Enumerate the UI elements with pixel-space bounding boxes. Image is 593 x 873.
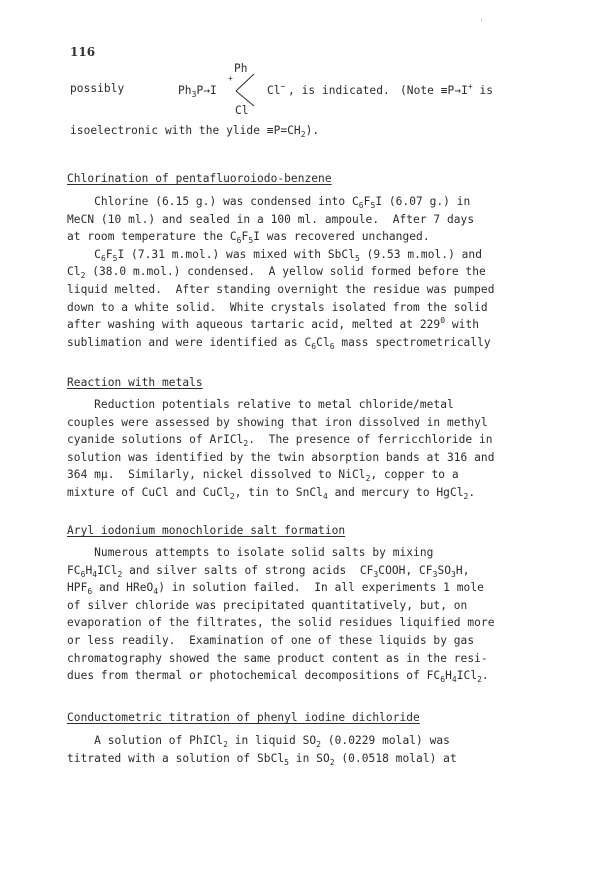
paragraph-line: mixture of CuCl and CuCl$_2$, tin to SnCl$_4$ and mercury to HgCl$_2$. xyxy=(67,486,476,501)
paragraph-line: or less readily. Examination of one of these liquids by gas xyxy=(67,634,475,647)
note-text: (Note ≡P→I+ is xyxy=(400,82,494,97)
paragraph-line: Chlorine (6.15 g.) was condensed into $C_6F_5I$ (6.07 g.) in xyxy=(67,195,471,210)
paragraph-line: down to a white solid. White crystals isolated from the solid xyxy=(67,300,488,314)
paragraph-line: evaporation of the filtrates, the solid residues liquified more xyxy=(67,616,495,630)
paragraph-line: cyanide solutions of ArICl$_2$. The presence of ferricchloride in xyxy=(67,433,493,449)
paragraph-line: of silver chloride was precipitated quantitatively, but, on xyxy=(67,598,468,612)
is-indicated-text: , is indicated. xyxy=(288,84,390,97)
paragraph-line: $HPF_6$ and HReO$_4$) in solution failed. In all experiments 1 mole xyxy=(67,581,484,597)
paragraph-line: chromatography showed the same product content as in the resi- xyxy=(67,651,488,665)
structure-bottom-group: Cl xyxy=(235,104,249,117)
paragraph-line: MeCN (10 ml.) and sealed in a 100 ml. ampoule. After 7 days xyxy=(67,212,475,226)
intro-line-2: isoelectronic with the ylide $\equiv P=CH_2$). xyxy=(70,124,320,139)
paragraph-line: $C_6F_5I$ (7.31 m.mol.) was mixed with SbCl$_5$ (9.53 m.mol.) and xyxy=(67,247,482,263)
structure-top-group: Ph xyxy=(234,62,248,75)
paragraph-line: 364 mμ. Similarly, nickel dissolved to NiCl$_2$, copper to a xyxy=(67,468,459,484)
section-heading: Reaction with metals xyxy=(67,376,203,389)
paragraph-line: $FC_6H_4ICl_2$ and silver salts of strong acids $CF_3COOH$, $CF_3SO_3H$, xyxy=(67,563,470,579)
page-number: 116 xyxy=(70,45,96,59)
paragraph-line: $Cl_2$ (38.0 m.mol.) condensed. A yellow solid formed before the xyxy=(67,265,486,281)
possibly-label: possibly xyxy=(70,82,125,95)
paragraph-line: dues from thermal or photochemical decompositions of $FC_6H_4ICl_2$. xyxy=(67,669,489,685)
section-heading: Chlorination of pentafluoroiodo-benzene xyxy=(67,172,332,185)
section-heading: Aryl iodonium monochloride salt formation xyxy=(67,524,346,537)
paragraph-line: after washing with aqueous tartaric acid, melted at $229^0$ with xyxy=(67,316,480,332)
paragraph-line: Reduction potentials relative to metal chloride/metal xyxy=(67,398,454,411)
paragraph-line: titrated with a solution of SbCl$_5$ in $SO_2$ (0.0518 molal) at xyxy=(67,751,457,767)
paragraph-line: solution was identified by the twin absorption bands at 316 and xyxy=(67,450,495,464)
scan-mark xyxy=(481,18,482,22)
paragraph-line: liquid melted. After standing overnight the residue was pumped xyxy=(67,283,495,296)
paragraph-line: sublimation and were identified as $C_6Cl_6$ mass spectrometrically xyxy=(67,335,491,351)
structure-cation: $Ph_3P\to I$ xyxy=(178,84,217,99)
paragraph-line: couples were assessed by showing that iron dissolved in methyl xyxy=(67,415,488,429)
paragraph-line: at room temperature the $C_6F_5I$ was recovered unchanged. xyxy=(67,230,430,246)
structure-charge: + xyxy=(228,74,233,83)
section-heading: Conductometric titration of phenyl iodine dichloride xyxy=(67,711,420,724)
paragraph-line: Numerous attempts to isolate solid salts by mixing xyxy=(67,546,434,559)
paragraph-line: A solution of PhICl$_2$ in liquid $SO_2$ (0.0229 molal) was xyxy=(67,734,450,749)
structure-anion: Cl− xyxy=(267,82,286,97)
